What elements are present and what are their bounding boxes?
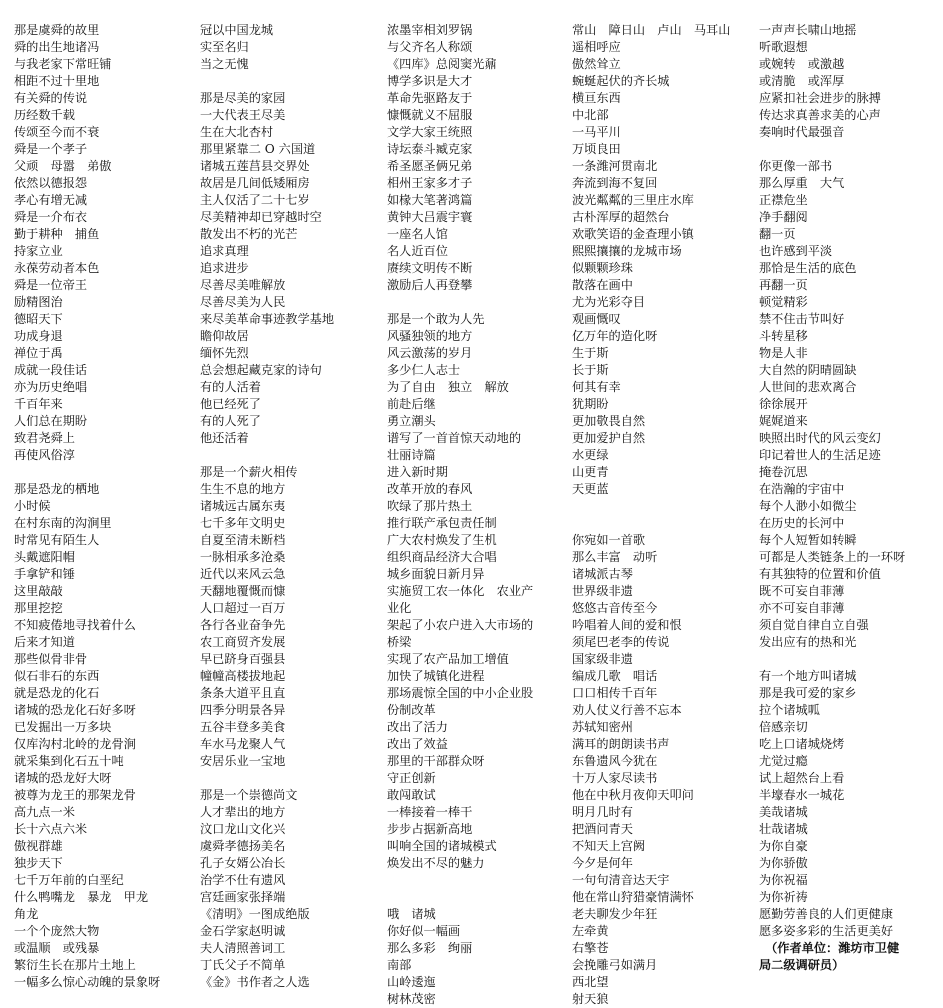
poem-line: 四季分明景各异	[200, 703, 286, 717]
poem-line: 人们总在期盼	[14, 414, 88, 428]
poem-line: 那是一个薪火相传	[200, 465, 298, 479]
poem-line: 架起了小农户进入大市场的	[387, 618, 534, 632]
poem-line	[387, 294, 572, 311]
poem-line: 农工商贸齐发展	[200, 635, 286, 649]
poem-line: 车水马龙聚人气	[200, 737, 286, 751]
poem-line: 诸城远古属东夷	[200, 499, 286, 513]
poem-line: 会挽雕弓如满月	[572, 958, 658, 972]
poem-line: 那场震惊全国的中小企业股	[387, 686, 534, 700]
poem-line: 壮哉诸城	[759, 822, 808, 836]
poem-line: 西北望	[572, 975, 609, 989]
poem-line: 广大农村焕发了生机	[387, 533, 497, 547]
poem-line: 吹绿了那片热土	[387, 499, 473, 513]
poem-line: 一大代表王尽美	[200, 108, 286, 122]
poem-line: 为你祈祷	[759, 890, 808, 904]
poem-line: 《金》书作者之人选	[200, 975, 310, 989]
poem-line: 前赴后继	[387, 397, 436, 411]
poem-line: 既不可妄自菲薄	[759, 584, 845, 598]
poem-line: 革命先驱路友于	[387, 91, 473, 105]
poem-line: 尽善尽美唯解放	[200, 278, 286, 292]
poem-line: 拉个诸城呱	[759, 703, 820, 717]
poem-line: 相州王家多才子	[387, 176, 473, 190]
poem-line: 禅位于禹	[14, 346, 63, 360]
poem-line: 舜是一个孝子	[14, 142, 88, 156]
poem-line: 哦 诸城	[387, 907, 436, 921]
poem-line: 追求真理	[200, 244, 249, 258]
poem-line: （作者单位：潍坊市卫健	[759, 941, 900, 955]
poem-line: 繁衍生长在那片土地上	[14, 958, 136, 972]
poem-line: 那么丰富 动听	[572, 550, 658, 564]
poem-line: 后来才知道	[14, 635, 75, 649]
poem-line: 遥相呼应	[572, 40, 621, 54]
poem-line: 份制改革	[387, 703, 436, 717]
poem-line: 治学不仕有遗风	[200, 873, 286, 887]
poem-line: 人世间的悲欢离合	[759, 380, 857, 394]
poem-line: 正襟危坐	[759, 193, 808, 207]
poem-line: 缅怀先烈	[200, 346, 249, 360]
poem-line: 生于斯	[572, 346, 609, 360]
poem-line: 手拿铲和锤	[14, 567, 75, 581]
poem-line: 什么鸭嘴龙 暴龙 甲龙	[14, 890, 149, 904]
poem-line: 有关舜的传说	[14, 91, 88, 105]
poem-line: 大自然的阴晴圆缺	[759, 363, 857, 377]
poem-line: 生在大北杏村	[200, 125, 274, 139]
poem-line: 奔流到海不复回	[572, 176, 658, 190]
poem-line: 射天狼	[572, 992, 609, 1006]
poem-line: 孔子女婿公冶长	[200, 856, 286, 870]
poem-line: 一脉相承多沧桑	[200, 550, 286, 564]
poem-line: 勇立潮头	[387, 414, 436, 428]
poem-line: 焕发出不尽的魅力	[387, 856, 485, 870]
poem-line: 被尊为龙王的那架龙骨	[14, 788, 136, 802]
poem-line	[572, 498, 757, 515]
poem-line: 那是我可爱的家乡	[759, 686, 857, 700]
poem-line: 把酒问青天	[572, 822, 633, 836]
poem-line: 愿勤劳善良的人们更健康	[759, 907, 894, 921]
poem-line: 希圣愿圣俩兄弟	[387, 159, 473, 173]
poem-line: 实至名归	[200, 40, 249, 54]
poem-line: 功成身退	[14, 329, 63, 343]
poem-line: 在历史的长河中	[759, 516, 845, 530]
poem-line: 中北部	[572, 108, 609, 122]
poem-line: 有一个地方叫诸城	[759, 669, 857, 683]
poem-line: 为你自豪	[759, 839, 808, 853]
poem-line: 长于斯	[572, 363, 609, 377]
poem-line: 有的人死了	[200, 414, 261, 428]
poem-line: 依然以德报怨	[14, 176, 88, 190]
poem-line	[759, 651, 943, 668]
poem-line: 幢幢高楼拔地起	[200, 669, 286, 683]
poem-line: 汶口龙山文化兴	[200, 822, 286, 836]
poem-line: 永葆劳动者本色	[14, 261, 100, 275]
poem-line: 有的人活着	[200, 380, 261, 394]
poem-column-2	[200, 22, 385, 991]
poem-line: 听歌遐想	[759, 40, 808, 54]
poem-line: 近代以来风云急	[200, 567, 286, 581]
poem-line: 改出了活力	[387, 720, 448, 734]
poem-line: 每个人短暂如转瞬	[759, 533, 857, 547]
poem-line: 步步占据新高地	[387, 822, 473, 836]
poem-line: 传颂至今而不衰	[14, 125, 100, 139]
poem-line: 各行各业奋争先	[200, 618, 286, 632]
poem-line: 诸城的恐龙好大呀	[14, 771, 112, 785]
poem-line: 吟唱着人间的爱和恨	[572, 618, 682, 632]
poem-line: 掩卷沉思	[759, 465, 808, 479]
poem-line	[200, 447, 385, 464]
poem-line: 早已跻身百强县	[200, 652, 286, 666]
poem-line: 叫响全国的诸城模式	[387, 839, 497, 853]
poem-line: 时常见有陌生人	[14, 533, 100, 547]
poem-line: 或温顺 或残暴	[14, 941, 100, 955]
poem-line: 他在中秋月夜仰天叩问	[572, 788, 694, 802]
poem-line: 似颗颗珍珠	[572, 261, 633, 275]
poem-line: 如椽大笔著鸿篇	[387, 193, 473, 207]
poem-line: 半壕春水一城花	[759, 788, 845, 802]
poem-line: 瞻仰故居	[200, 329, 249, 343]
poem-line	[387, 889, 572, 906]
poem-line	[572, 515, 757, 532]
poem-line: 独步天下	[14, 856, 63, 870]
poem-line: 与我老家下常旺铺	[14, 57, 112, 71]
poem-line: 诸城五莲莒县交界处	[200, 159, 310, 173]
poem-line: 熙熙攘攘的龙城市场	[572, 244, 682, 258]
poem-line: 应紧扣社会进步的脉搏	[759, 91, 881, 105]
poem-line: 满耳的朗朗读书声	[572, 737, 670, 751]
poem-line: 翻一页	[759, 227, 796, 241]
poem-line: 有其独特的位置和价值	[759, 567, 881, 581]
poem-line	[759, 141, 943, 158]
poem-column-5	[759, 22, 943, 974]
poem-line: 蜿蜒起伏的齐长城	[572, 74, 670, 88]
poem-column-3	[387, 22, 572, 1008]
poem-line: 励精图治	[14, 295, 63, 309]
poem-line	[387, 872, 572, 889]
poem-line: 慷慨就义不屈服	[387, 108, 473, 122]
poem-line: 那里紧靠二 O 六国道	[200, 142, 316, 156]
poem-line: 每个人渺小如微尘	[759, 499, 857, 513]
poem-line: 头戴遮阳帽	[14, 550, 75, 564]
poem-line: 为了自由 独立 解放	[387, 380, 509, 394]
poem-line: 改革开放的春风	[387, 482, 473, 496]
poem-line: 徐徐展开	[759, 397, 808, 411]
poem-line: 尽美精神却已穿越时空	[200, 210, 322, 224]
poem-line: 亦不可妄自菲薄	[759, 601, 845, 615]
poem-line: 犹期盼	[572, 397, 609, 411]
poem-line: 他在常山狩猎豪情满怀	[572, 890, 694, 904]
poem-line: 夫人清照善词工	[200, 941, 286, 955]
poem-line: 名人近百位	[387, 244, 448, 258]
poem-line: 山更青	[572, 465, 609, 479]
poem-line: 再翻一页	[759, 278, 808, 292]
poem-line: 五谷丰登多美食	[200, 720, 286, 734]
poem-line: 人口超过一百万	[200, 601, 286, 615]
poem-line: 编成几歌 唱话	[572, 669, 658, 683]
poem-line	[200, 770, 385, 787]
poem-line: 在浩瀚的宇宙中	[759, 482, 845, 496]
poem-line: 主人仅活了二十七岁	[200, 193, 310, 207]
poem-line: 那么多彩 绚丽	[387, 941, 473, 955]
poem-line: 传达求真善求美的心声	[759, 108, 881, 122]
poem-line: 七千多年文明史	[200, 516, 286, 530]
poem-line: 舜是一位帝王	[14, 278, 88, 292]
poem-line: 致君尧舜上	[14, 431, 75, 445]
poem-line: 故居是几间低矮厢房	[200, 176, 310, 190]
poem-line: 一个个庞然大物	[14, 924, 100, 938]
poem-line: 或清脆 或浑厚	[759, 74, 845, 88]
poem-line: 须自觉自律自立自强	[759, 618, 869, 632]
poem-line: 悠悠古音传至今	[572, 601, 658, 615]
poem-line: 城乡面貌日新月异	[387, 567, 485, 581]
poem-line: 禁不住击节叫好	[759, 312, 845, 326]
poem-line: 尤觉过瘾	[759, 754, 808, 768]
poem-line: 人才辈出的地方	[200, 805, 286, 819]
poem-line: 谱写了一首首惊天动地的	[387, 431, 522, 445]
poem-line: 为你祝福	[759, 873, 808, 887]
poem-line: 你宛如一首歌	[572, 533, 646, 547]
poem-line: 观画慨叹	[572, 312, 621, 326]
poem-line: 总会想起藏克家的诗句	[200, 363, 322, 377]
poem-line: 一句句清音达天宇	[572, 873, 670, 887]
poem-column-1	[14, 22, 199, 991]
poem-line: 就采集到化石五十吨	[14, 754, 124, 768]
poem-line: 风云激荡的岁月	[387, 346, 473, 360]
poem-line: 尤为光彩夺目	[572, 295, 646, 309]
poem-line: 那里挖挖	[14, 601, 63, 615]
poem-line: 为你骄傲	[759, 856, 808, 870]
poem-line: 十万人家尽读书	[572, 771, 658, 785]
poem-line: 成就一段佳话	[14, 363, 88, 377]
poem-line: 那是虞舜的故里	[14, 23, 100, 37]
poem-line: 那恰是生活的底色	[759, 261, 857, 275]
poem-line: 追求进步	[200, 261, 249, 275]
poem-line: 天更蓝	[572, 482, 609, 496]
poem-line: 映照出时代的风云变幻	[759, 431, 881, 445]
poem-line: 横亘东西	[572, 91, 621, 105]
poem-line: 倍感亲切	[759, 720, 808, 734]
poem-line: 顿觉精彩	[759, 295, 808, 309]
poem-line: 那么厚重 大气	[759, 176, 845, 190]
poem-line: 小时候	[14, 499, 51, 513]
poem-line: 丁氏父子不简单	[200, 958, 286, 972]
poem-line: 尽善尽美为人民	[200, 295, 286, 309]
poem-line: 历经数千载	[14, 108, 75, 122]
poem-line: 水更绿	[572, 448, 609, 462]
poem-line: 长十六点六米	[14, 822, 88, 836]
poem-line: 博学多识是大才	[387, 74, 473, 88]
poem-line: 印记着世人的生活足迹	[759, 448, 881, 462]
poem-line: 条条大道平且直	[200, 686, 286, 700]
poem-line: 推行联产承包责任制	[387, 516, 497, 530]
poem-line: 实现了农产品加工增值	[387, 652, 509, 666]
poem-line: 持家立业	[14, 244, 63, 258]
poem-line: 敢闯敢试	[387, 788, 436, 802]
poem-line: 冠以中国龙城	[200, 23, 274, 37]
poem-line: 与父齐名人称颂	[387, 40, 473, 54]
poem-line: 《清明》一图成绝版	[200, 907, 310, 921]
poem-line: 亦为历史绝唱	[14, 380, 88, 394]
poem-line: 孝心有增无减	[14, 193, 88, 207]
poem-line: 仅库沟村北岭的龙骨涧	[14, 737, 136, 751]
poem-line: 不知天上宫阙	[572, 839, 646, 853]
poem-line: 在村东南的沟涧里	[14, 516, 112, 530]
poem-line: 明月几时有	[572, 805, 633, 819]
poem-line: 娓娓道来	[759, 414, 808, 428]
poem-line: 千百年来	[14, 397, 63, 411]
poem-line: 更加敬畏自然	[572, 414, 646, 428]
poem-line: 东鲁遗风今犹在	[572, 754, 658, 768]
poem-line: 何其有幸	[572, 380, 621, 394]
poem-line: 老夫聊发少年狂	[572, 907, 658, 921]
poem-line: 宫廷画家张择端	[200, 890, 286, 904]
poem-line: 父顽 母嚣 弟傲	[14, 159, 112, 173]
poem-line: 赓续文明传不断	[387, 261, 473, 275]
poem-column-4	[572, 22, 757, 1008]
poem-line: 你好似一幅画	[387, 924, 461, 938]
poem-line: 斗转星移	[759, 329, 808, 343]
poem-line: 似石非石的东西	[14, 669, 100, 683]
poem-line: 世界级非遗	[572, 584, 633, 598]
poem-line: 生生不息的地方	[200, 482, 286, 496]
poem-line: 激励后人再登攀	[387, 278, 473, 292]
poem-line: 物是人非	[759, 346, 808, 360]
poem-line: 就是恐龙的化石	[14, 686, 100, 700]
poem-line: 欢歌笑语的金查理小镇	[572, 227, 694, 241]
poem-line: 壮丽诗篇	[387, 448, 436, 462]
poem-line: 一幅多么惊心动魄的景象呀	[14, 975, 161, 989]
poem-line: 也许感到平淡	[759, 244, 833, 258]
poem-line: 右擎苍	[572, 941, 609, 955]
poem-line: 奏响时代最强音	[759, 125, 845, 139]
poem-line: 一马平川	[572, 125, 621, 139]
poem-line: 试上超然台上看	[759, 771, 845, 785]
poem-line: 高九点一米	[14, 805, 75, 819]
poem-line: 山岭逶迤	[387, 975, 436, 989]
poem-line: 须尾巴老李的传说	[572, 635, 670, 649]
poem-line: 可都是人类链条上的一环呀	[759, 550, 906, 564]
poem-line: 已发掘出一万多块	[14, 720, 112, 734]
poem-line: 他已经死了	[200, 397, 261, 411]
poem-line: 或婉转 或激越	[759, 57, 845, 71]
poem-line: 文学大家王统照	[387, 125, 473, 139]
poem-line: 守正创新	[387, 771, 436, 785]
poem-line: 实施贸工农一体化 农业产	[387, 584, 534, 598]
poem-line: 加快了城镇化进程	[387, 669, 485, 683]
poem-line: 不知疲倦地寻找着什么	[14, 618, 136, 632]
poem-line: 散发出不朽的光芒	[200, 227, 298, 241]
poem-line: 傲然耸立	[572, 57, 621, 71]
poem-line: 安居乐业一宝地	[200, 754, 286, 768]
poem-line: 劝人仗义行善不忘本	[572, 703, 682, 717]
poem-line: 勤于耕种 捕鱼	[14, 227, 100, 241]
poem-line: 黄钟大吕震宇寰	[387, 210, 473, 224]
poem-line: 一条潍河贯南北	[572, 159, 658, 173]
poem-line: 净手翻阅	[759, 210, 808, 224]
poem-line: 进入新时期	[387, 465, 448, 479]
poem-line: 你更像一部书	[759, 159, 833, 173]
poem-line: 更加爱护自然	[572, 431, 646, 445]
poem-line: 诸城的恐龙化石好多呀	[14, 703, 136, 717]
poem-line: 天翻地覆慨而慷	[200, 584, 286, 598]
poem-line: 金石学家赵明诚	[200, 924, 286, 938]
poem-line: 组织商品经济大合唱	[387, 550, 497, 564]
poem-line: 一棒接着一棒干	[387, 805, 473, 819]
poem-line: 舜的出生地诸冯	[14, 40, 100, 54]
poem-line: 来尽美革命事迹教学基地	[200, 312, 335, 326]
poem-line: 七千万年前的白垩纪	[14, 873, 124, 887]
poem-line: 诗坛泰斗臧克家	[387, 142, 473, 156]
poem-line: 左牵黄	[572, 924, 609, 938]
poem-line: 那是恐龙的栖地	[14, 482, 100, 496]
poem-line: 一座名人馆	[387, 227, 448, 241]
poem-line: 他还活着	[200, 431, 249, 445]
poem-line	[200, 73, 385, 90]
poem-line: 万顷良田	[572, 142, 621, 156]
poem-line: 一声声长啸山地摇	[759, 23, 857, 37]
poem-line: 傲视群雄	[14, 839, 63, 853]
poem-line: 《四库》总阅窦光鼐	[387, 57, 497, 71]
poem-line: 美哉诸城	[759, 805, 808, 819]
poem-line: 业化	[387, 601, 412, 615]
poem-line: 那些似骨非骨	[14, 652, 88, 666]
poem-line: 古朴浑厚的超然台	[572, 210, 670, 224]
poem-line: 国家级非遗	[572, 652, 633, 666]
poem-line: 愿多姿多彩的生活更美好	[759, 924, 894, 938]
poem-line: 虞舜孝德扬美名	[200, 839, 286, 853]
poem-line: 波光粼粼的三里庄水库	[572, 193, 694, 207]
poem-line: 苏轼知密州	[572, 720, 633, 734]
poem-line: 散落在画中	[572, 278, 633, 292]
poem-line: 口口相传千百年	[572, 686, 658, 700]
poem-line: 树林茂密	[387, 992, 436, 1006]
poem-line: 浓墨宰相刘罗锅	[387, 23, 473, 37]
poem-line: 自夏至清未断档	[200, 533, 286, 547]
poem-line: 那是一个崇德尚文	[200, 788, 298, 802]
poem-line: 德昭天下	[14, 312, 63, 326]
poem-line: 改出了效益	[387, 737, 448, 751]
poem-line: 风骚独领的地方	[387, 329, 473, 343]
poem-line: 相距不过十里地	[14, 74, 100, 88]
poem-line: 舜是一介布衣	[14, 210, 88, 224]
poem-line: 亿万年的造化呀	[572, 329, 658, 343]
poem-line: 南部	[387, 958, 412, 972]
poem-line: 常山 障日山 卢山 马耳山	[572, 23, 731, 37]
poem-line: 这里敲敲	[14, 584, 63, 598]
poem-line: 桥梁	[387, 635, 412, 649]
poem-line: 今夕是何年	[572, 856, 633, 870]
poem-line: 吃上口诸城烧烤	[759, 737, 845, 751]
poem-line: 多少仁人志士	[387, 363, 461, 377]
poem-line: 再使风俗淳	[14, 448, 75, 462]
poem-line: 那是一个敢为人先	[387, 312, 485, 326]
poem-line: 诸城派古琴	[572, 567, 633, 581]
poem-line: 角龙	[14, 907, 39, 921]
poem-line	[14, 464, 199, 481]
poem-line: 那是尽美的家园	[200, 91, 286, 105]
poem-line: 发出应有的热和光	[759, 635, 857, 649]
poem-line: 那里的干部群众呀	[387, 754, 485, 768]
poem-line: 局二级调研员）	[759, 958, 845, 972]
poem-line: 当之无愧	[200, 57, 249, 71]
